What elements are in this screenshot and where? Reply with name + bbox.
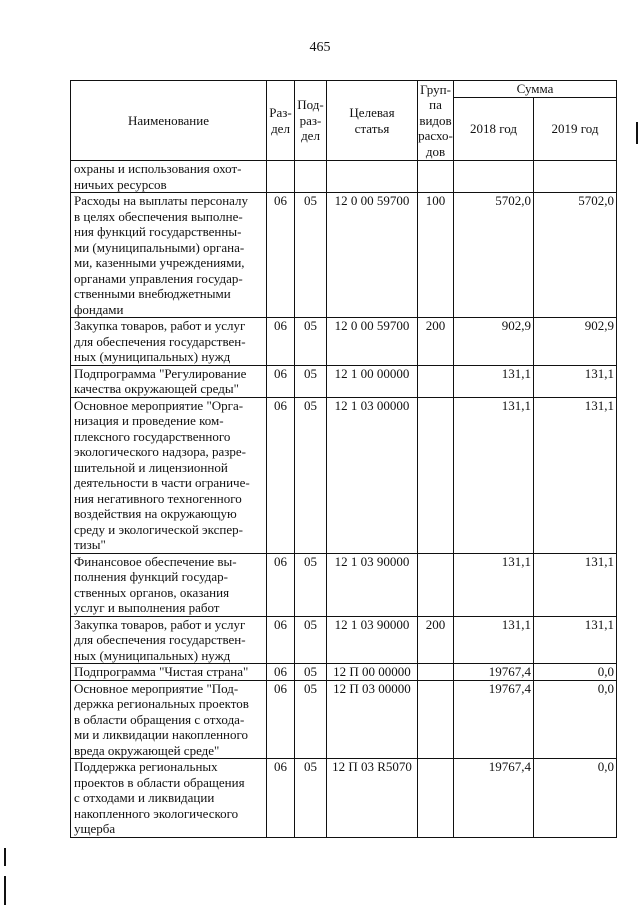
cell-target — [327, 161, 418, 193]
cell-razdel: 06 — [267, 680, 295, 759]
cell-group — [418, 161, 454, 193]
header-podrazdel: Под- раз- дел — [295, 81, 327, 161]
cell-target: 12 0 00 59700 — [327, 193, 418, 318]
header-sum: Сумма — [454, 81, 617, 98]
cell-2019 — [534, 161, 617, 193]
cell-group — [418, 397, 454, 553]
cell-target: 12 0 00 59700 — [327, 318, 418, 366]
cell-2018: 19767,4 — [454, 680, 534, 759]
cell-target: 12 1 03 00000 — [327, 397, 418, 553]
table-body — [71, 161, 617, 838]
cell-2018: 131,1 — [454, 553, 534, 616]
header-group: Груп- па видов расхо- дов — [418, 81, 453, 159]
header-year-2019: 2019 год — [534, 98, 617, 161]
table-row — [71, 553, 617, 616]
cell-target: 12 1 00 00000 — [327, 365, 418, 397]
table-row — [71, 193, 617, 318]
cell-podrazdel: 05 — [295, 193, 327, 318]
cell-2019: 131,1 — [534, 553, 617, 616]
cell-2019: 5702,0 — [534, 193, 617, 318]
margin-mark-right — [636, 122, 638, 144]
cell-2018 — [454, 161, 534, 193]
cell-name: Закупка товаров, работ и услуг для обеспечения государствен- ных (муниципальных) нужд — [71, 318, 267, 366]
cell-group — [418, 365, 454, 397]
margin-mark-left-1 — [4, 848, 6, 866]
cell-2019: 131,1 — [534, 397, 617, 553]
table-row — [71, 397, 617, 553]
cell-target: 12 1 03 90000 — [327, 616, 418, 664]
cell-group: 100 — [418, 193, 454, 318]
cell-target: 12 П 03 R5070 — [327, 759, 418, 838]
table-row — [71, 616, 617, 664]
budget-table-container — [70, 80, 617, 838]
cell-2019: 0,0 — [534, 680, 617, 759]
cell-2019: 902,9 — [534, 318, 617, 366]
cell-razdel — [267, 161, 295, 193]
cell-razdel: 06 — [267, 193, 295, 318]
budget-table — [70, 80, 617, 838]
cell-podrazdel: 05 — [295, 553, 327, 616]
header-year-2018: 2018 год — [454, 98, 534, 161]
cell-target: 12 П 00 00000 — [327, 664, 418, 681]
cell-podrazdel: 05 — [295, 397, 327, 553]
cell-razdel: 06 — [267, 616, 295, 664]
cell-name: Основное мероприятие "Под- держка региональных проектов в области обращения с отхода- ми и ликвидации накопленного вреда окружающей среде" — [71, 680, 267, 759]
cell-group — [418, 680, 454, 759]
cell-razdel: 06 — [267, 397, 295, 553]
cell-group: 200 — [418, 318, 454, 366]
cell-2019: 131,1 — [534, 616, 617, 664]
table-row — [71, 161, 617, 193]
margin-mark-left-2 — [4, 876, 6, 905]
table-header-row — [71, 81, 617, 98]
table-row — [71, 664, 617, 681]
cell-2018: 131,1 — [454, 365, 534, 397]
cell-name: Подпрограмма "Чистая страна" — [71, 664, 267, 681]
page-number: 465 — [309, 40, 331, 55]
cell-group: 200 — [418, 616, 454, 664]
cell-2018: 5702,0 — [454, 193, 534, 318]
cell-2019: 131,1 — [534, 365, 617, 397]
cell-podrazdel: 05 — [295, 664, 327, 681]
cell-2018: 902,9 — [454, 318, 534, 366]
cell-razdel: 06 — [267, 759, 295, 838]
table-row — [71, 318, 617, 366]
cell-2019: 0,0 — [534, 664, 617, 681]
cell-name: Расходы на выплаты персоналу в целях обеспечения выполне- ния функций государственны- ми (муниципальными) органа- ми, казенными учреждениями, органами управления государ- ственными внебюджетными фондами — [71, 193, 267, 318]
cell-podrazdel: 05 — [295, 759, 327, 838]
cell-name: Подпрограмма "Регулирование качества окружающей среды" — [71, 365, 267, 397]
cell-2018: 19767,4 — [454, 759, 534, 838]
cell-group — [418, 553, 454, 616]
cell-podrazdel — [295, 161, 327, 193]
cell-razdel: 06 — [267, 664, 295, 681]
cell-group — [418, 759, 454, 838]
cell-podrazdel: 05 — [295, 365, 327, 397]
cell-name: охраны и использования охот- ничьих ресурсов — [71, 161, 267, 193]
cell-podrazdel: 05 — [295, 318, 327, 366]
cell-2018: 131,1 — [454, 616, 534, 664]
cell-name: Закупка товаров, работ и услуг для обеспечения государствен- ных (муниципальных) нужд — [71, 616, 267, 664]
cell-2018: 131,1 — [454, 397, 534, 553]
table-row — [71, 365, 617, 397]
header-target: Целевая статья — [327, 81, 418, 161]
cell-razdel: 06 — [267, 365, 295, 397]
cell-2019: 0,0 — [534, 759, 617, 838]
cell-target: 12 1 03 90000 — [327, 553, 418, 616]
cell-name: Основное мероприятие "Орга- низация и проведение ком- плексного государственного экологического надзора, разре- шительной и лицензионной деятельности в части ограниче- ния негативного техногенного воздействия на окружающую среду и экологической экспер- тизы" — [71, 397, 267, 553]
cell-name: Поддержка региональных проектов в области обращения с отходами и ликвидации накопленного экологического ущерба — [71, 759, 267, 838]
cell-2018: 19767,4 — [454, 664, 534, 681]
cell-razdel: 06 — [267, 318, 295, 366]
header-name: Наименование — [71, 81, 267, 161]
cell-target: 12 П 03 00000 — [327, 680, 418, 759]
cell-podrazdel: 05 — [295, 680, 327, 759]
table-row — [71, 680, 617, 759]
cell-razdel: 06 — [267, 553, 295, 616]
header-razdel: Раз- дел — [267, 81, 295, 161]
cell-name: Финансовое обеспечение вы- полнения функций государ- ственных органов, оказания услуг и выполнения работ — [71, 553, 267, 616]
table-row — [71, 759, 617, 838]
cell-group — [418, 664, 454, 681]
cell-podrazdel: 05 — [295, 616, 327, 664]
